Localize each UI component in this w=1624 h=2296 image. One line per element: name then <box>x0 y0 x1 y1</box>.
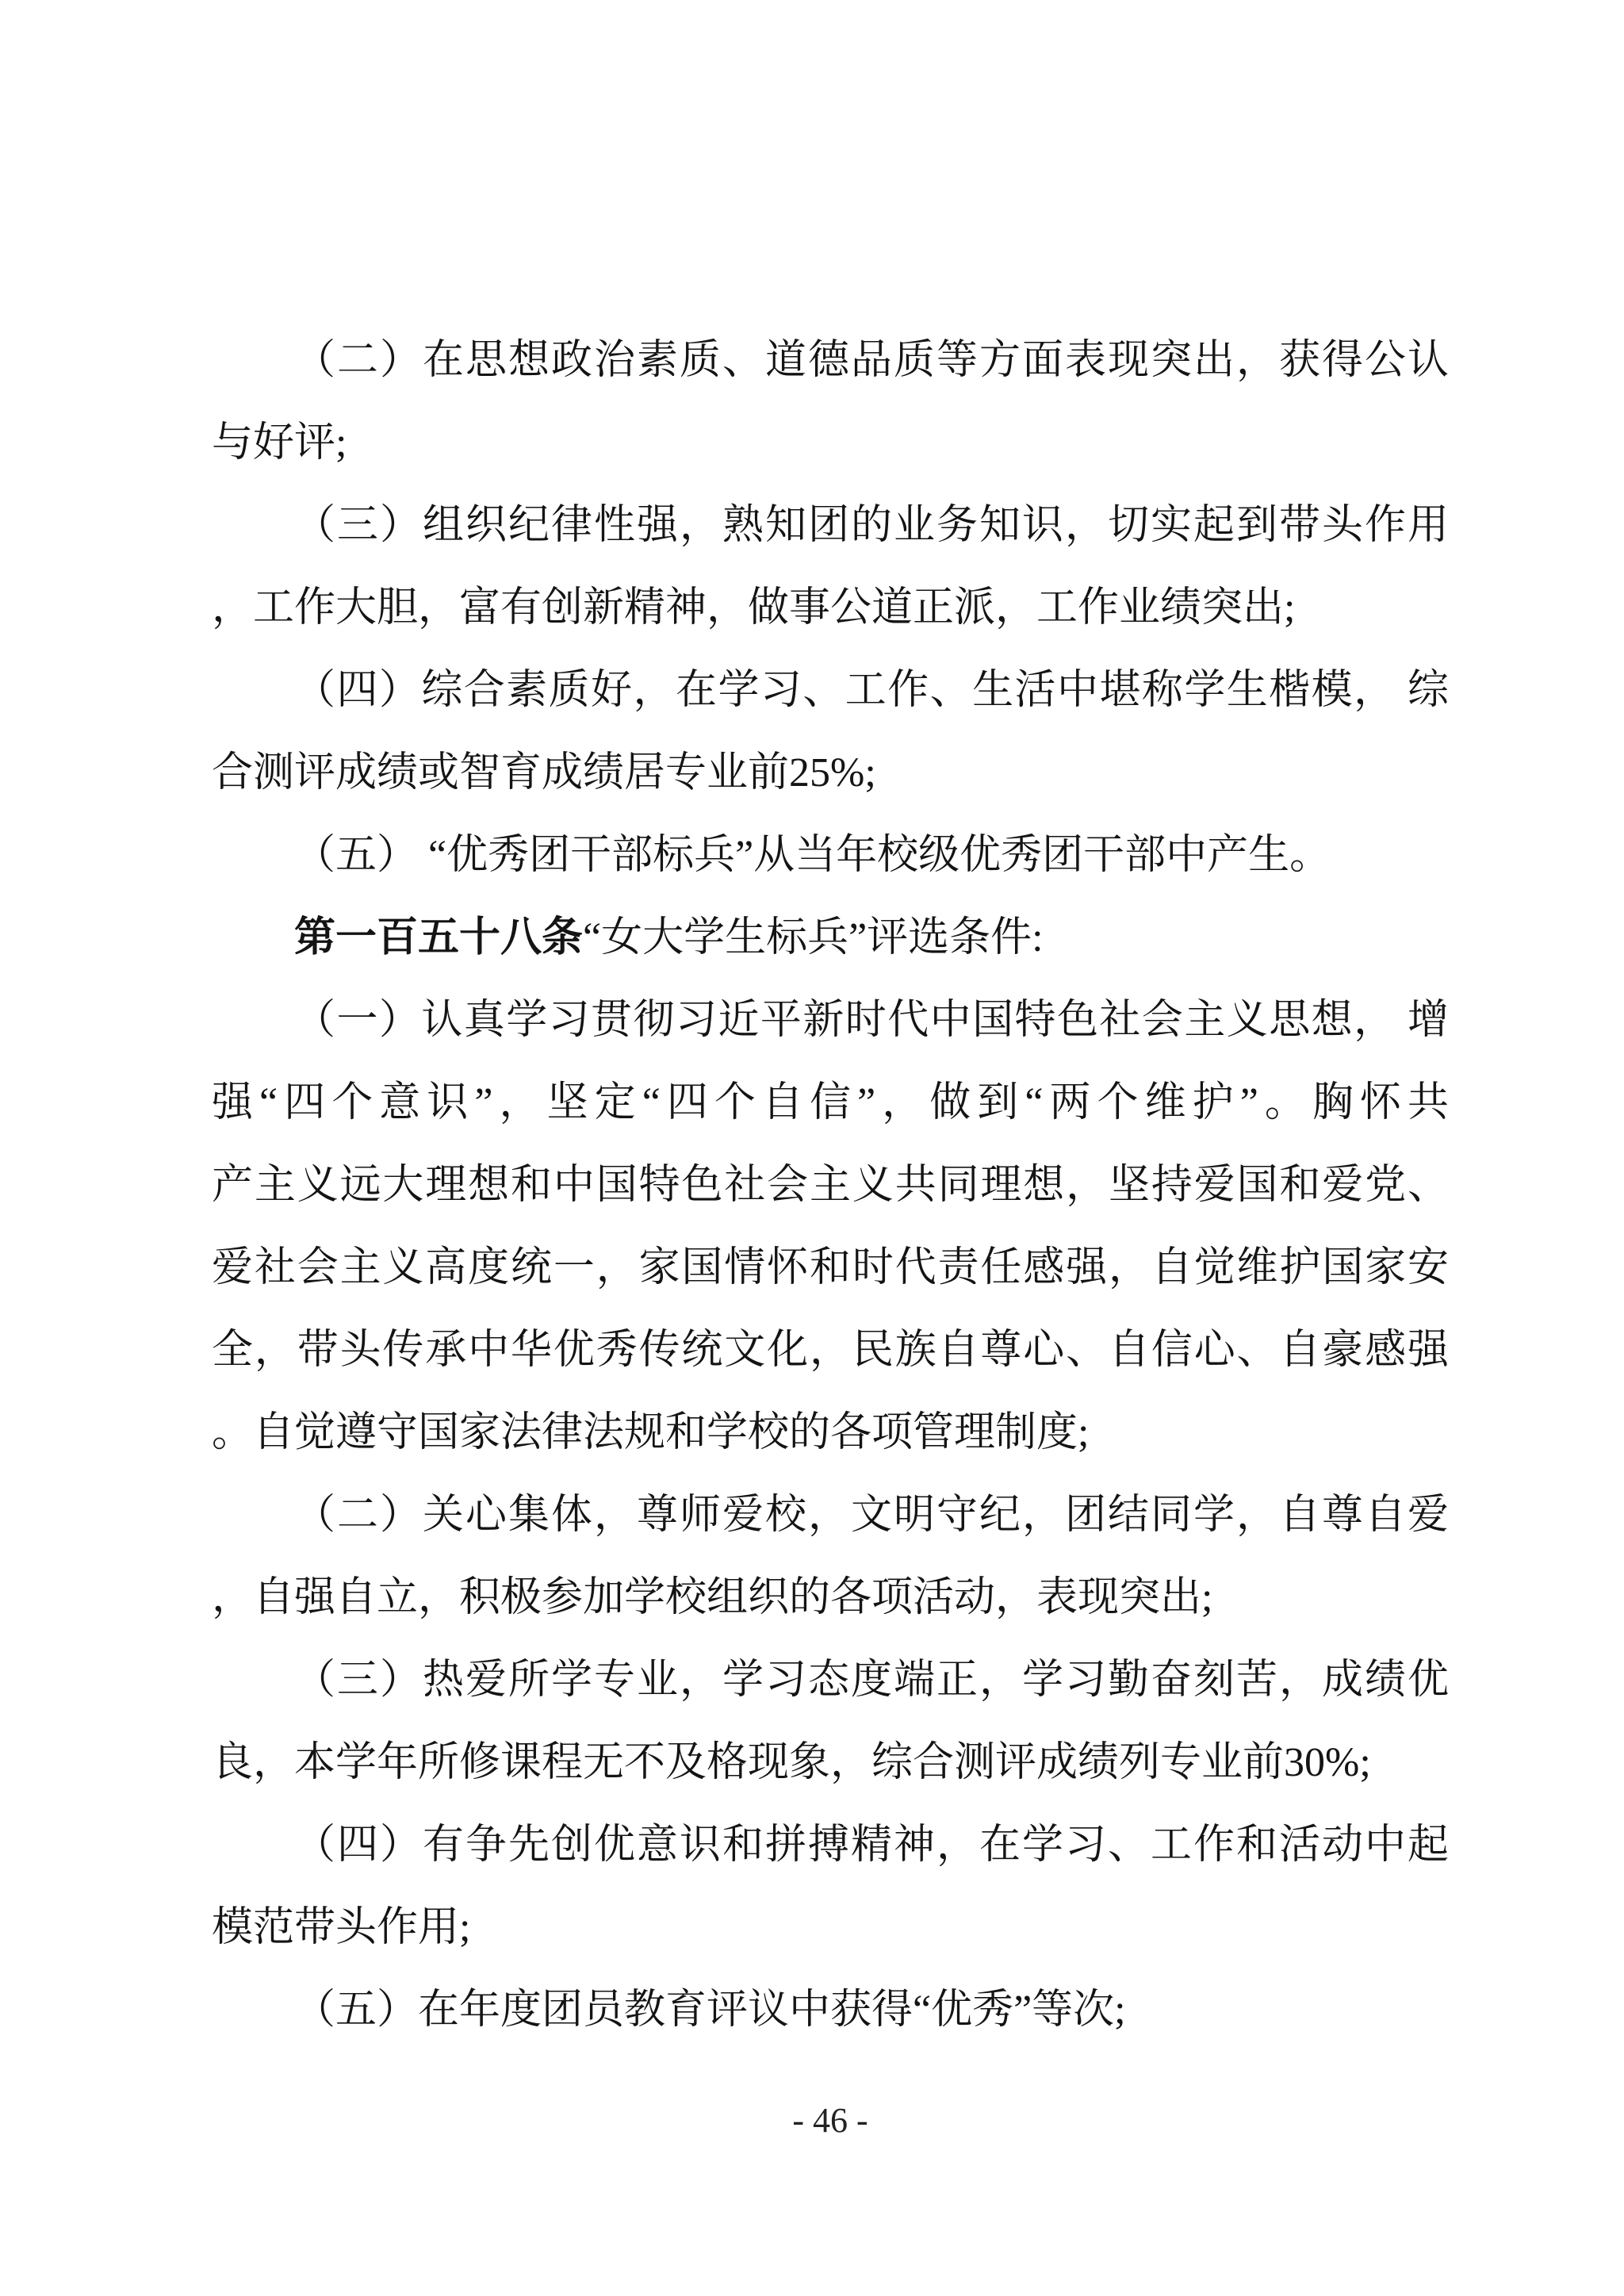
text-line: 爱社会主义高度统一，家国情怀和时代责任感强，自觉维护国家安 <box>212 1245 1449 1290</box>
text-line: 模范带头作用; <box>212 1905 471 1950</box>
text-line: ，工作大胆，富有创新精神，做事公道正派，工作业绩突出; <box>212 585 1296 631</box>
text-line: （五）在年度团员教育评议中获得“优秀”等次; <box>294 1987 1126 2033</box>
document-body <box>212 320 1449 2052</box>
text-line: （三）热爱所学专业，学习态度端正，学习勤奋刻苦，成绩优 <box>294 1658 1449 1703</box>
text-line: 全，带头传承中华优秀传统文化，民族自尊心、自信心、自豪感强 <box>212 1328 1449 1373</box>
article-number: 第一百五十八条 <box>294 915 584 960</box>
article-heading <box>212 897 1449 979</box>
text-line: （一）认真学习贯彻习近平新时代中国特色社会主义思想， 增 <box>294 998 1449 1043</box>
text-line: （三）组织纪律性强，熟知团的业务知识，切实起到带头作用 <box>294 503 1449 548</box>
text-line: 合测评成绩或智育成绩居专业前25%; <box>212 750 876 795</box>
text-line: 强“四个意识”，坚定“四个自信”，做到“两个维护”。胸怀共 <box>212 1080 1449 1125</box>
text-line: 良，本学年所修课程无不及格现象，综合测评成绩列专业前30%; <box>212 1740 1371 1785</box>
text-line: （二）在思想政治素质、道德品质等方面表现突出，获得公认 <box>294 338 1449 383</box>
text-line: （五） “优秀团干部标兵”从当年校级优秀团干部中产生。 <box>294 833 1331 878</box>
text-line: （四）有争先创优意识和拼搏精神，在学习、工作和活动中起 <box>294 1823 1449 1868</box>
text-line: 。自觉遵守国家法律法规和学校的各项管理制度; <box>212 1410 1090 1455</box>
text-line: （二）关心集体，尊师爱校，文明守纪，团结同学，自尊自爱 <box>294 1493 1449 1538</box>
article-title: “女大学生标兵”评选条件: <box>583 915 1044 960</box>
page-number: - 46 - <box>792 2101 868 2140</box>
text-line: ，自强自立，积极参加学校组织的各项活动，表现突出; <box>212 1575 1213 1620</box>
text-line: 与好评; <box>212 420 347 466</box>
text-line: （四）综合素质好，在学习、工作、生活中堪称学生楷模， 综 <box>294 668 1449 713</box>
text-line: 产主义远大理想和中国特色社会主义共同理想，坚持爱国和爱党、 <box>212 1163 1449 1208</box>
